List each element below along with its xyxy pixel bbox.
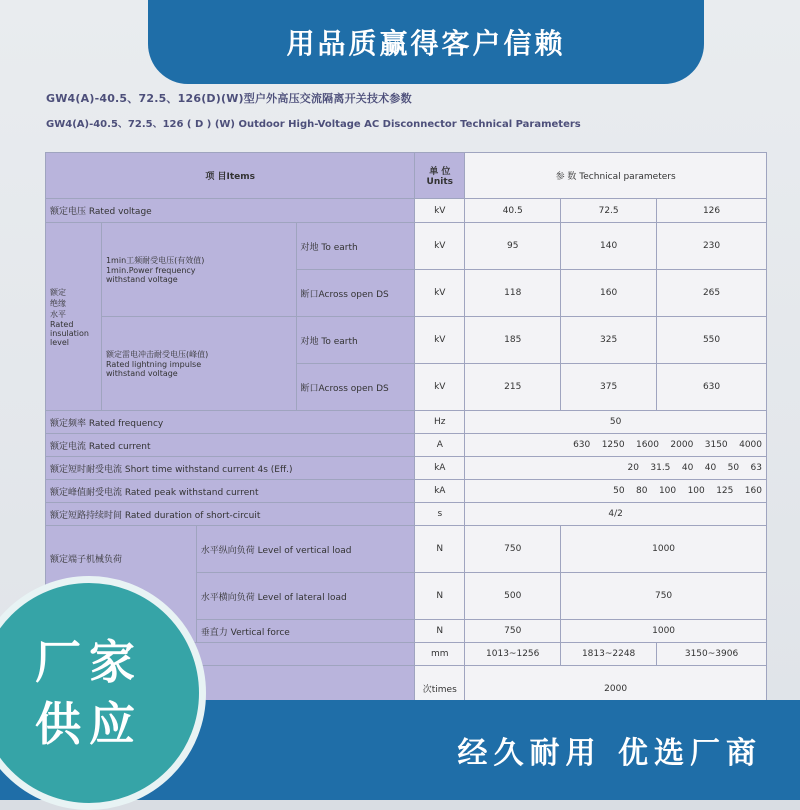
title-cn: GW4(A)-40.5、72.5、126(D)(W)型户外高压交流隔离开关技术参数 [46, 92, 412, 105]
table-row: 断口Across open DS kV 215 375 630 [46, 364, 767, 411]
table-row: 额定峰值耐受电流 Rated peak withstand current kA 50 80 100 100 125 160 [46, 480, 767, 503]
table-row: 垂直力 Vertical force N 750 1000 [46, 620, 767, 643]
table-row: 额定频率 Rated frequency Hz 50 [46, 411, 767, 434]
title-en: GW4(A)-40.5、72.5、126 ( D ) (W) Outdoor High-Voltage AC Disconnector Technical Parameters [46, 119, 581, 130]
badge-line-1: 厂家 [35, 635, 143, 689]
header-unit: 单 位 Units [415, 153, 465, 199]
header-params: 参 数 Technical parameters [465, 153, 767, 199]
top-slogan-banner [148, 0, 704, 84]
bottom-slogan: 经久耐用 优选厂商 [457, 736, 762, 771]
table-titles [46, 90, 581, 130]
header-row [46, 153, 767, 199]
table-row: mm 1013~1256 1813~2248 3150~3906 [46, 643, 767, 666]
table-row: 水平横向负荷 Level of lateral load N 500 750 [46, 573, 767, 620]
top-slogan-text: 用品质赢得客户信赖 [286, 27, 566, 60]
table-row: 次times 2000 [46, 666, 767, 712]
header-item: 项 目Items [46, 153, 415, 199]
table-row: 额定端子机械负荷 水平纵向负荷 Level of vertical load N 750 1000 [46, 526, 767, 573]
insulation-level-label: 额定 绝缘 水平 Rated insulation level [46, 223, 102, 411]
table-row: 额定雷电冲击耐受电压(峰值) Rated lightning impulse withstand voltage 对地 To earth kV 185 325 550 [46, 317, 767, 364]
badge-line-2: 供应 [35, 697, 143, 751]
table-row: 额定电压 Rated voltage kV 40.5 72.5 126 [46, 199, 767, 223]
table-row: 额定 绝缘 水平 Rated insulation level 1min工频耐受电压(有效值) 1min.Power frequency withstand voltage 对地 To earth kV 95 140 230 [46, 223, 767, 270]
table-row: 额定电流 Rated current A 630 1250 1600 2000 3150 4000 [46, 434, 767, 457]
table-row: 断口Across open DS kV 118 160 265 [46, 270, 767, 317]
table-row: 额定短时耐受电流 Short time withstand current 4s (Eff.) kA 20 31.5 40 40 50 63 [46, 457, 767, 480]
table-row: 额定短路持续时间 Rated duration of short-circuit s 4/2 [46, 503, 767, 526]
